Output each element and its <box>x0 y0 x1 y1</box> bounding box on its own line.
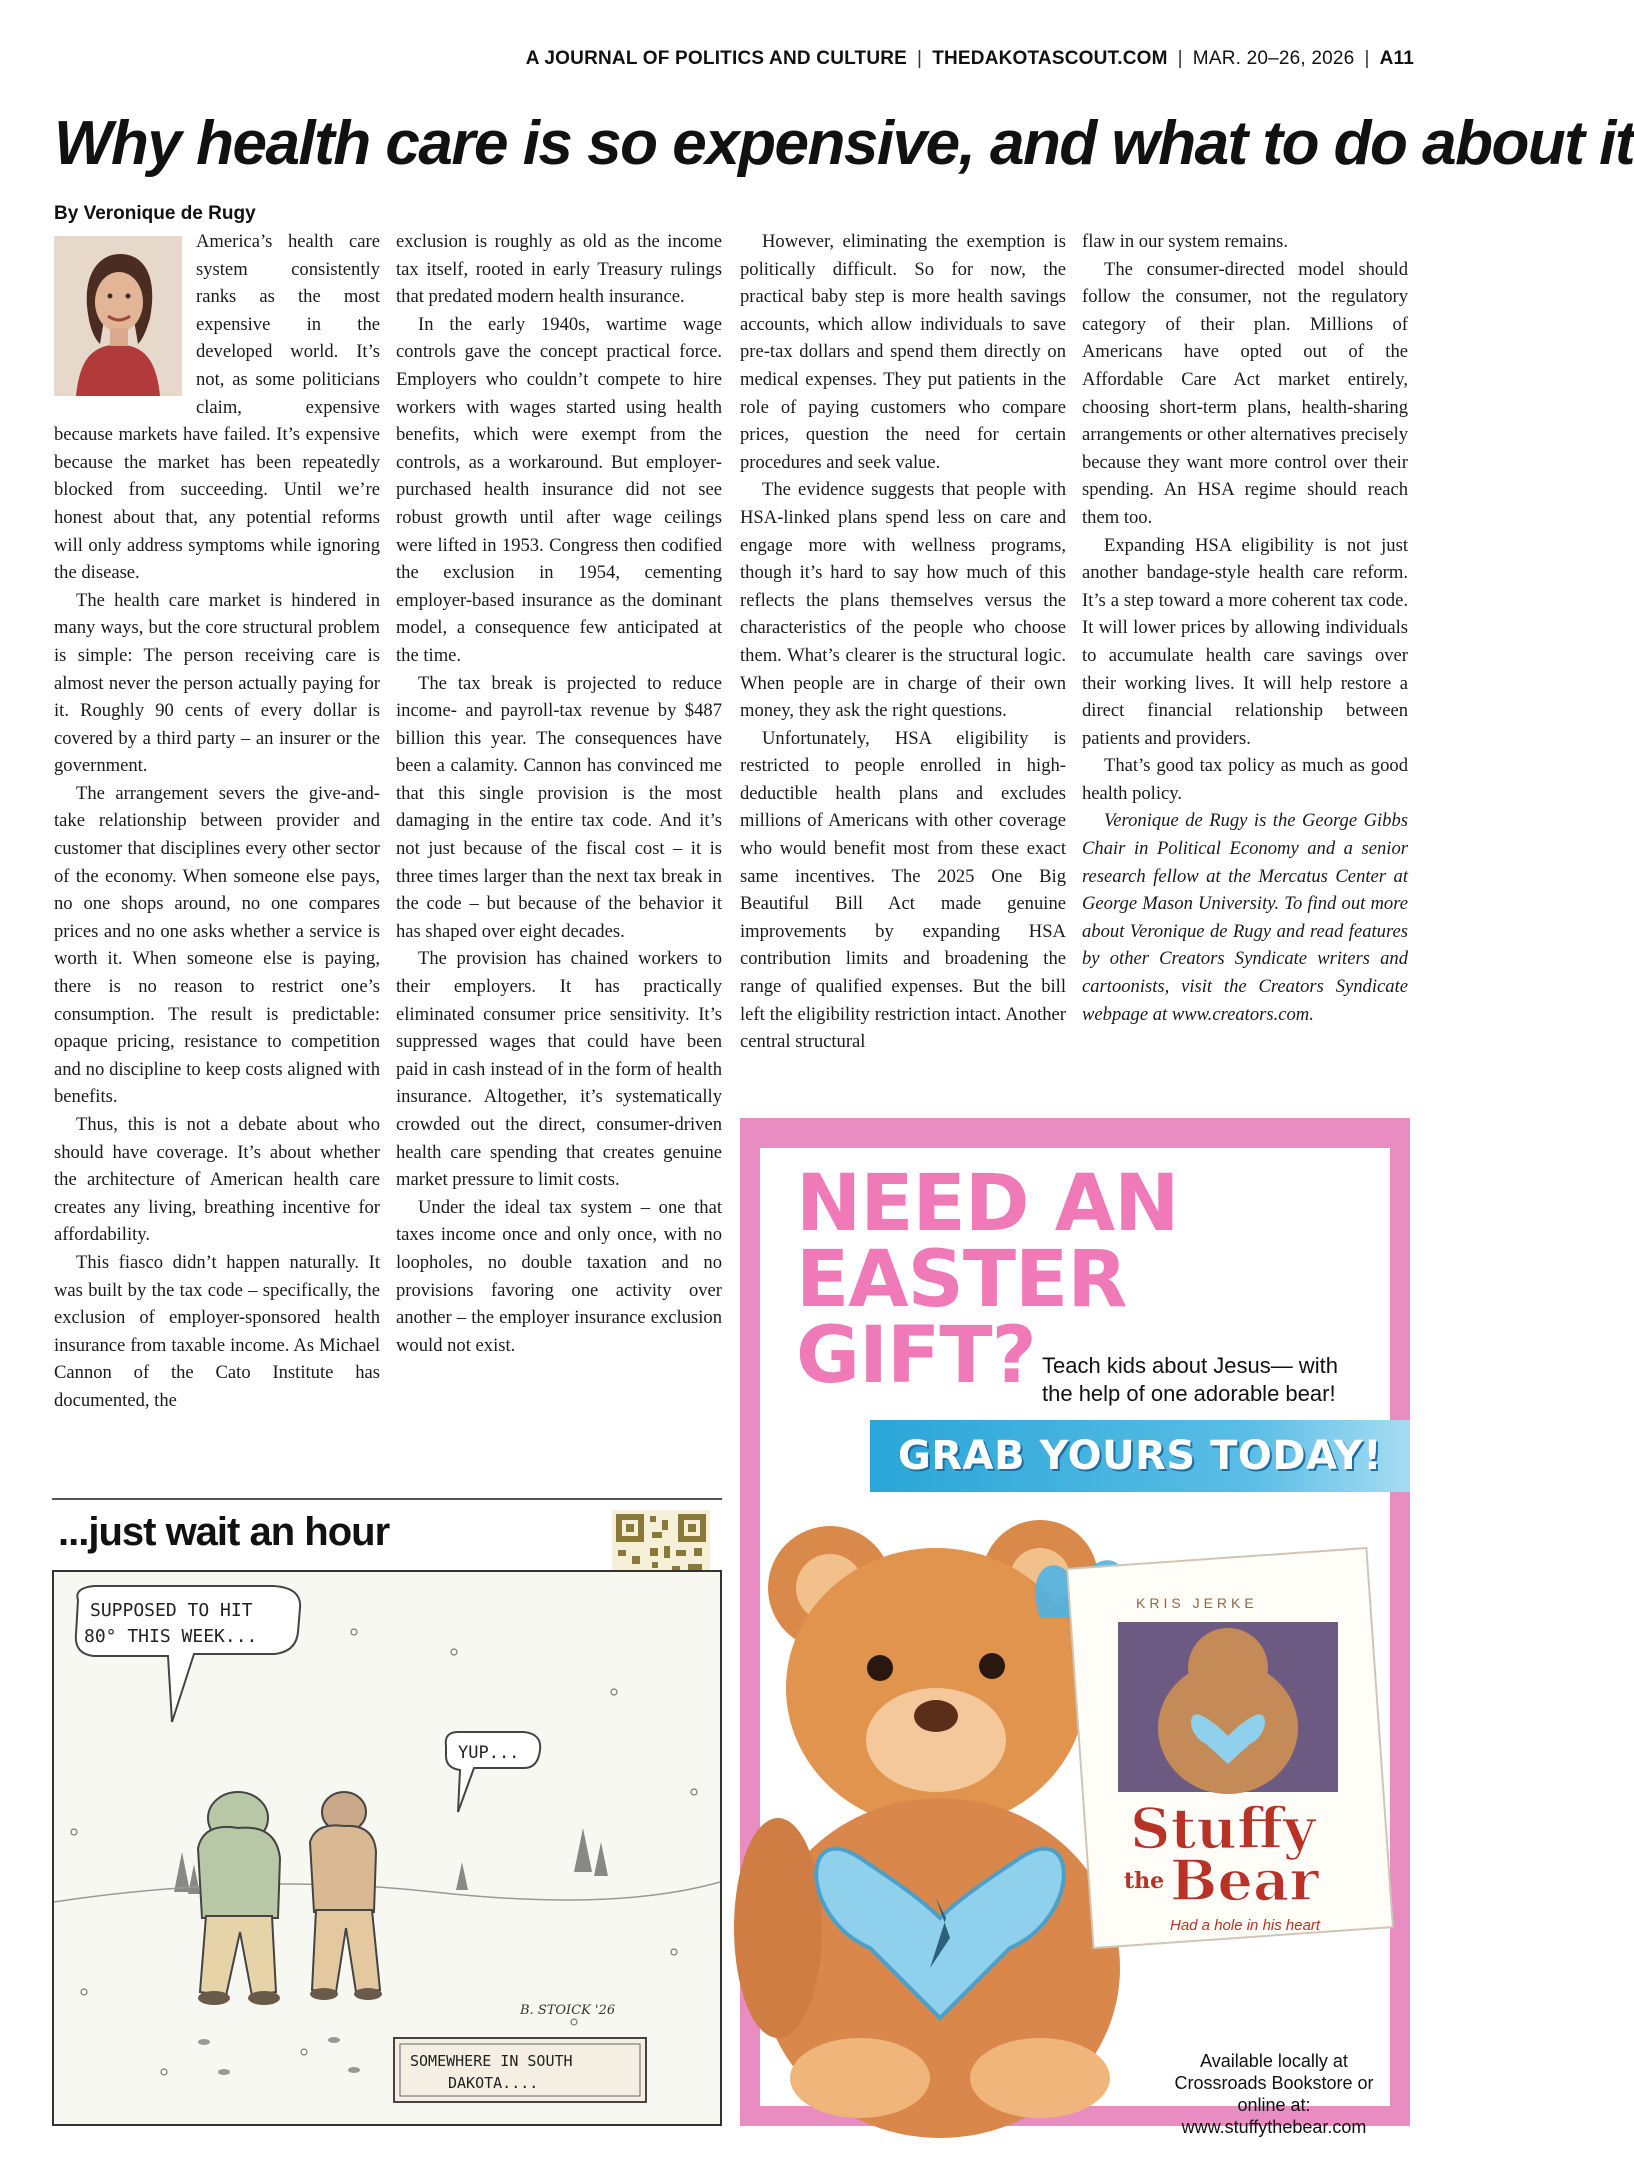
ad-headline-line-2: EASTER <box>796 1235 1127 1325</box>
article-column-1 <box>54 228 380 1415</box>
paragraph: The arrangement severs the give-and-take relationship between provider and customer that disciplines every other sector of the economy. When someone else pays, no one shops around, no one compares prices and no one asks whether a service is worth it. When someone else is paying, there is no reason to restrict one’s consumption. The result is predictable: opaque pricing, resistance to competition and no discipline to keep costs aligned with benefits. <box>54 782 380 1108</box>
paragraph: Thus, this is not a debate about who should have coverage. It’s about whether the architecture of American health care creates any living, breathing incentive for affordability. <box>54 1114 380 1246</box>
paragraph: flaw in our system remains. <box>1082 231 1289 252</box>
article-headline: Why health care is so expensive, and what to do about it <box>54 109 1634 178</box>
ad-headline-line-1: NEED AN <box>796 1159 1179 1249</box>
bubble-1-line-2: 80° THIS WEEK... <box>84 1626 258 1647</box>
ad-headline-line-3: GIFT? <box>796 1311 1036 1401</box>
ad-cta-label: GRAB YOURS TODAY! <box>898 1433 1382 1479</box>
sign-line-1: SOMEWHERE IN SOUTH <box>410 2052 573 2070</box>
section-name: A JOURNAL OF POLITICS AND CULTURE <box>525 48 908 69</box>
ad-avail-line-3: online at: <box>1237 2095 1311 2115</box>
issue-date: MAR. 20–26, 2026 <box>1192 48 1355 69</box>
ad-cta-banner[interactable] <box>870 1420 1410 1492</box>
ad-availability <box>1158 2050 1390 2138</box>
ad-avail-line-2: Crossroads Bookstore or <box>1174 2073 1374 2093</box>
author-portrait <box>54 236 182 396</box>
paragraph: Under the ideal tax system – one that taxes income once and only once, with no loopholes, no double taxation and no provisions favoring one activity over another – the employer insurance exclusion would not exist. <box>396 1196 722 1356</box>
paragraph: America’s health care system consistently ranks as the most expensive in the developed world. It’s not, as some politicians claim, expensive because markets have failed. It’s expensive because the market has been repeatedly blocked from succeeding. Until we’re honest about that, any potential reforms will only address symptoms while ignoring the disease. <box>54 231 380 584</box>
ad-tagline: Teach kids about Jesus— with the help of one adorable bear! <box>1042 1353 1338 1406</box>
page-header: A JOURNAL OF POLITICS AND CULTURE | THEDAKOTASCOUT.COM | MAR. 20–26, 2026 | A11 <box>525 48 1414 69</box>
paragraph: Expanding HSA eligibility is not just another bandage-style health care reform. It’s a step toward a more coherent tax code. It will lower prices by allowing individuals to accumulate health care savings over their working lives. It will help restore a direct financial relationship between patients and providers. <box>1082 534 1408 749</box>
comic-divider <box>52 1498 722 1500</box>
article-byline: By Veronique de Rugy <box>54 203 256 224</box>
paragraph: exclusion is roughly as old as the income tax itself, rooted in early Treasury rulings that predated modern health insurance. <box>396 231 722 308</box>
book-title-the: the <box>1124 1868 1165 1894</box>
article-column-4 <box>1082 228 1408 1028</box>
paragraph: The provision has chained workers to their employers. It has practically eliminated consumer price sensitivity. It’s suppressed wages that could have been paid in cash instead of in the form of health insurance. Altogether, it’s systematically crowded out the direct, consumer-driven health care spending that creates genuine market pressure to limit costs. <box>396 948 722 1191</box>
easter-gift-ad[interactable] <box>740 1118 1410 2137</box>
paragraph: The health care market is hindered in many ways, but the core structural problem is simple: The person receiving care is almost never the person actually paying for it. Roughly 90 cents of every dollar is covered by a third party – an insurer or the government. <box>54 589 380 777</box>
paragraph: The evidence suggests that people with HSA-linked plans spend less on care and engage more with wellness programs, though it’s hard to say how much of this reflects the plans themselves versus the characteristics of the people who choose them. What’s clearer is the structural logic. When people are in charge of their own money, they ask the right questions. <box>740 479 1066 722</box>
site-name[interactable]: THEDAKOTASCOUT.COM <box>932 48 1168 69</box>
book-title-1: Stuffy <box>1130 1796 1316 1862</box>
page-number: A11 <box>1379 48 1414 69</box>
paragraph: This fiasco didn’t happen naturally. It was built by the tax code – specifically, the exclusion of employer-sponsored health insurance from taxable income. As Michael Cannon of the Cato Institute has documented, the <box>54 1251 380 1411</box>
paragraph: However, eliminating the exemption is politically difficult. So for now, the practical baby step is more health savings accounts, which allow individuals to save pre-tax dollars and spend them directly on medical expenses. They put patients in the role of paying customers who compare prices, question the need for certain procedures and seek value. <box>740 231 1066 473</box>
book-author: KRIS JERKE <box>1136 1595 1258 1611</box>
book-cover <box>1067 1548 1393 1948</box>
book-subtitle: Had a hole in his heart <box>1170 1917 1321 1934</box>
comic-panel <box>52 1570 722 2126</box>
bubble-2: YUP... <box>458 1743 520 1763</box>
bubble-1-line-1: SUPPOSED TO HIT <box>90 1600 253 1621</box>
paragraph: Unfortunately, HSA eligibility is restricted to people enrolled in high-deductible health plans and excludes millions of Americans with other coverage who would benefit most from these exact same incentives. The 2025 One Big Beautiful Bill Act made genuine improvements by expanding HSA contribution limits and broadening the range of qualified expenses. But the bill left the eligibility restriction intact. Another central structural <box>740 727 1066 1053</box>
cartoonist-signature: B. STOICK '26 <box>520 2003 616 2018</box>
paragraph: The tax break is projected to reduce income- and payroll-tax revenue by $487 billion this year. The consequences have been a calamity. Cannon has convinced me that this single provision is the most damaging in the entire tax code. And it’s not just because of the fiscal cost – it is three times larger than the next tax break in the code – but because of the behavior it has shaped over eight decades. <box>396 672 722 942</box>
comic-title: ...just wait an hour <box>58 1510 390 1554</box>
paragraph: That’s good tax policy as much as good health policy. <box>1082 755 1408 804</box>
paragraph: The consumer-directed model should follow the consumer, not the regulatory category of their plan. Millions of Americans have opted out of the Affordable Care Act market entirely, choosing short-term plans, health-sharing arrangements or other alternatives precisely because they want more control over their spending. An HSA regime should reach them too. <box>1082 258 1408 528</box>
ad-artwork <box>740 1498 1410 2126</box>
book-title-2: Bear <box>1170 1848 1319 1914</box>
author-bio: Veronique de Rugy is the George Gibbs Chair in Political Economy and a senior research fellow at the Mercatus Center at George Mason University. To find out more about Veronique de Rugy and read features by other Creators Syndicate writers and cartoonists, visit the Creators Syndicate webpage at www.creators.com. <box>1082 810 1408 1025</box>
article-column-3 <box>740 228 1066 1056</box>
ad-avail-line-1: Available locally at <box>1200 2051 1348 2071</box>
ad-url-link[interactable]: www.stuffythebear.com <box>1181 2117 1367 2137</box>
sign-line-2: DAKOTA.... <box>448 2074 539 2092</box>
article-column-2 <box>396 228 722 1359</box>
paragraph: In the early 1940s, wartime wage controls gave the concept practical force. Employers who couldn’t compete to hire workers with wages started using health benefits, which were exempt from the controls, as a workaround. But employer-purchased health insurance did not see robust growth until after wage ceilings were lifted in 1953. Congress then codified the exclusion in 1954, cementing employer-based insurance as the dominant model, a consequence few anticipated at the time. <box>396 313 722 666</box>
